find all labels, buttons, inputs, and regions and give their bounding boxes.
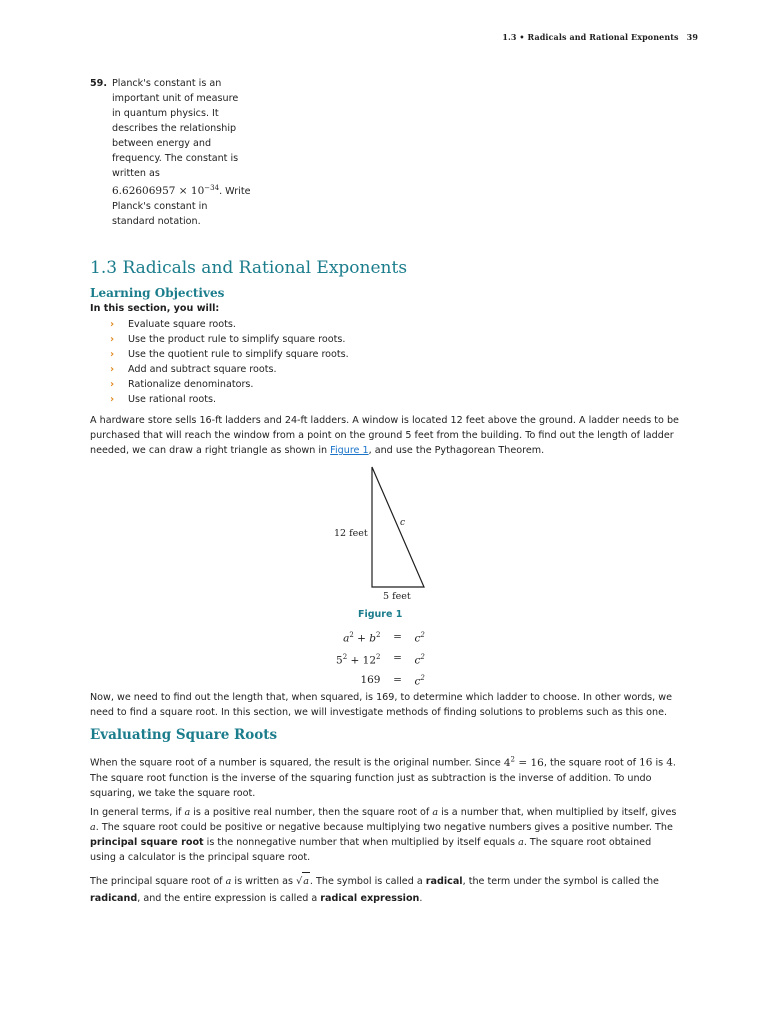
chevron-right-icon: › (110, 319, 115, 330)
exercise-line: between energy and (112, 138, 212, 149)
text: The principal square root of (90, 876, 226, 887)
list-item (110, 392, 349, 407)
list-item (110, 317, 349, 332)
figure-1-link[interactable]: Figure 1 (330, 445, 369, 456)
objectives-intro: In this section, you will: (90, 303, 220, 314)
num-12: 12 (362, 654, 377, 666)
var-a: a (518, 837, 524, 848)
running-head (502, 32, 698, 42)
exercise-number: 59. (90, 78, 107, 89)
exercise-line: describes the relationship (112, 123, 237, 134)
equation-lhs (336, 626, 388, 648)
var-a: a (184, 807, 191, 818)
num: 4 (666, 756, 673, 769)
now-paragraph: Now, we need to find out the length that, when squared, is 169, to determine which ladder to choose. In other words, we need to find a square root. In this section, we will investigate methods of finding solutions to problems such as this one. (90, 692, 673, 718)
objective-text: Add and subtract square roots. (128, 364, 277, 375)
list-item (110, 332, 349, 347)
text: . The symbol is called a (309, 876, 426, 887)
label-hypotenuse-c: c (400, 518, 406, 528)
triangle-shape (372, 467, 424, 587)
exp: 2 (510, 755, 515, 763)
exp: 2 (376, 652, 381, 661)
math-expr (504, 757, 544, 769)
evaluating-paragraph-3 (90, 872, 680, 907)
exp: 2 (420, 631, 425, 639)
exp: 2 (342, 652, 348, 661)
var-a: a (343, 632, 350, 645)
evaluating-paragraph-1 (90, 752, 680, 801)
text: , the square root of (543, 757, 640, 769)
term-radical: radical (425, 876, 463, 887)
equation-row (336, 648, 425, 670)
objective-text: Use the quotient rule to simplify square roots. (128, 349, 349, 360)
exercise-line: frequency. The constant is (112, 153, 239, 164)
ladder-text-before: A hardware store sells 16-ft ladders and 24-ft ladders. A window is located 12 feet above the ground. A ladder needs to be purchased that will reach the window from a point on the ground 5 feet from the building. To find out the length of ladder needed, we can draw a right triangle as shown in (90, 415, 679, 456)
equation-lhs (336, 648, 388, 670)
exercise-line: in quantum physics. It (112, 108, 219, 119)
chevron-right-icon: › (110, 334, 115, 345)
equation-rhs (406, 626, 424, 648)
ladder-paragraph (90, 413, 680, 458)
exercise-after-value: . Write (219, 186, 251, 198)
section-title: 1.3 Radicals and Rational Exponents (90, 258, 408, 278)
term-radical-expression: radical expression (320, 893, 420, 904)
text: is written as (231, 876, 297, 887)
label-5-feet: 5 feet (383, 591, 411, 602)
text: is a positive real number, then the square root of (190, 807, 433, 818)
text: . (419, 893, 423, 904)
num: 4 (503, 756, 511, 769)
equation-rhs (406, 648, 424, 670)
equals-sign: = (393, 652, 402, 665)
label-12-feet: 12 feet (334, 528, 368, 539)
num-5: 5 (336, 654, 343, 666)
plus: + (353, 632, 370, 645)
objectives-list (110, 317, 349, 407)
num: = 16 (515, 756, 544, 769)
exercise-line: standard notation. (112, 216, 201, 228)
equals-sign: = (393, 630, 402, 643)
running-head-title: 1.3 • Radicals and Rational Exponents (502, 32, 679, 42)
chevron-right-icon: › (110, 349, 115, 360)
var-a: a (432, 807, 439, 818)
text: In general terms, if (90, 807, 185, 818)
objective-text: Use rational roots. (128, 394, 217, 405)
plus: + (347, 654, 363, 666)
var-c: c (414, 675, 421, 688)
planck-exponent: −34 (204, 184, 220, 192)
text: , and the entire expression is called a (137, 893, 321, 904)
exp: 2 (420, 652, 425, 661)
sqrt-expression (296, 872, 310, 890)
ladder-text-after: , and use the Pythagorean Theorem. (368, 445, 545, 456)
exercise-line: Planck's constant in (112, 201, 208, 213)
figure-caption: Figure 1 (358, 609, 403, 620)
exp: 2 (420, 674, 425, 682)
evaluating-paragraph-2 (90, 805, 680, 865)
exercise-value-line (112, 181, 251, 199)
exercise-line: Planck's constant is an (112, 78, 222, 89)
equals-sign: = (393, 673, 402, 686)
exp: 2 (376, 631, 381, 639)
text: When the square root of a number is squared, the result is the original number. Since (90, 757, 504, 769)
text: . The square root obtained using a calculator is the principal square root. (90, 837, 652, 863)
equation-row (336, 626, 425, 648)
text: , the term under the symbol is called the (462, 876, 659, 887)
exercise-line: written as (112, 168, 160, 179)
right-triangle-figure (320, 462, 460, 602)
pythagorean-equations (336, 626, 425, 691)
list-item (110, 347, 349, 362)
var-c: c (414, 632, 421, 645)
list-item (110, 362, 349, 377)
chevron-right-icon: › (110, 364, 115, 375)
var-a: a (90, 822, 96, 833)
text: is a number that, when multiplied by itself, gives (438, 807, 677, 818)
text: is (652, 757, 667, 769)
text: . The square root function is the inverse of the squaring function just as subtraction is the inverse of addition. To undo squaring, we take the square root. (90, 757, 676, 799)
objective-text: Evaluate square roots. (128, 319, 236, 330)
list-item (110, 377, 349, 392)
chevron-right-icon: › (110, 394, 115, 405)
num: 16 (639, 756, 653, 769)
evaluating-heading: Evaluating Square Roots (90, 727, 278, 743)
planck-value: 6.62606957 × 10 (112, 185, 205, 198)
page-number: 39 (686, 32, 698, 42)
var-c: c (414, 654, 421, 666)
exp: 2 (349, 631, 354, 639)
text: . The square root could be positive or negative because multiplying two negative numbers gives a positive number. The (95, 822, 673, 833)
exercise-line: important unit of measure (112, 93, 239, 104)
objective-text: Use the product rule to simplify square roots. (128, 334, 346, 345)
term-principal-square-root: principal square root (90, 837, 204, 848)
objectives-heading: Learning Objectives (90, 286, 225, 300)
equation-rhs (406, 669, 424, 691)
var-a: a (225, 876, 232, 887)
var-b: b (369, 632, 377, 645)
exercise-body (112, 76, 251, 229)
radical-sign-icon: √ (296, 876, 303, 887)
term-radicand: radicand (90, 893, 138, 904)
radicand-a: a (302, 872, 310, 890)
equation-row (336, 669, 425, 691)
text: is the nonnegative number that when multiplied by itself equals (203, 837, 519, 848)
equation-lhs: 169 (360, 673, 381, 686)
chevron-right-icon: › (110, 379, 115, 390)
objective-text: Rationalize denominators. (128, 379, 254, 390)
